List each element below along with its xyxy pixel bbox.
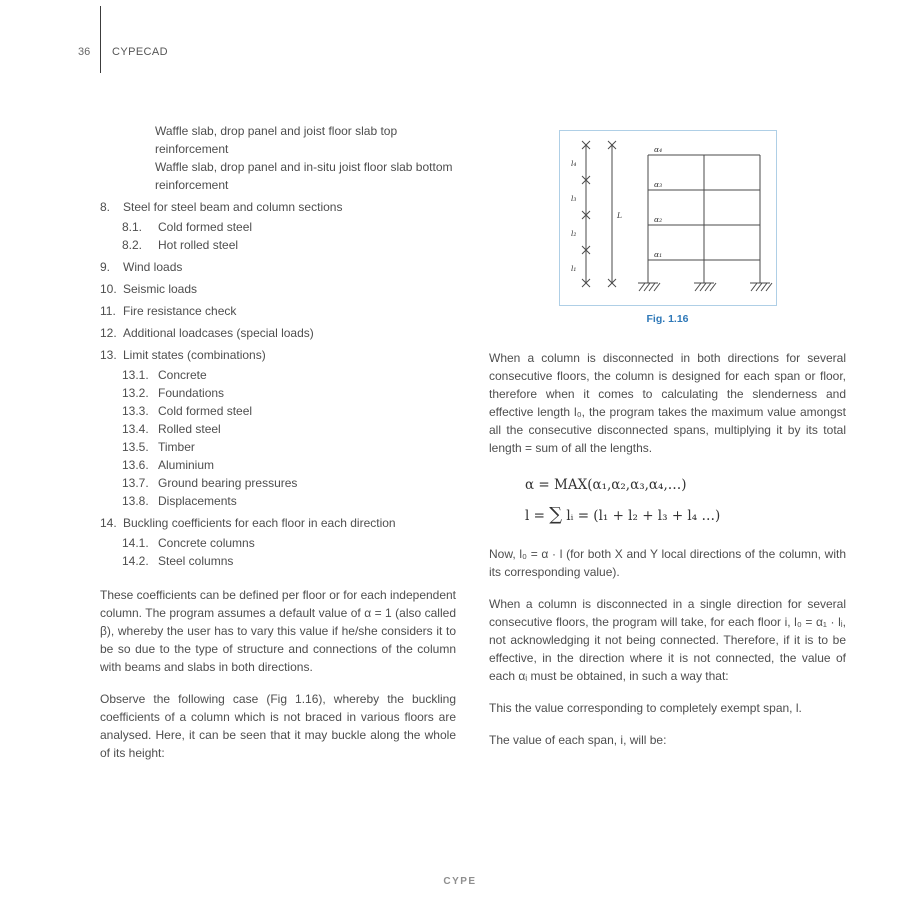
toc-item-number: 8. — [100, 200, 111, 214]
label-span-l3: l₃ — [570, 194, 576, 203]
toc-item-number: 13.6. — [122, 458, 149, 472]
formula-alpha-max: α = MAX(α₁,α₂,α₃,α₄,…) — [525, 477, 687, 493]
right-paragraph-exempt-span: This the value corresponding to completely exempt span, l. — [489, 701, 802, 715]
brand-name: CYPE — [443, 876, 477, 887]
toc-item-number: 13.4. — [122, 422, 149, 436]
toc-item-13-7 — [122, 474, 456, 492]
toc-item-13-6 — [122, 456, 456, 474]
toc-item-number: 9. — [100, 260, 111, 274]
sigma-symbol: ∑ — [549, 504, 563, 525]
label-alpha2: α₂ — [653, 215, 662, 224]
label-span-l2: l₂ — [570, 229, 576, 238]
toc-item-label: Rolled steel — [158, 422, 221, 436]
page-content — [100, 122, 846, 762]
right-paragraph-value-of-span: The value of each span, i, will be: — [489, 733, 667, 747]
toc-item-14-2 — [122, 552, 456, 570]
toc-item-label: Aluminium — [158, 458, 215, 472]
toc-item-number: 13.8. — [122, 494, 149, 508]
toc-subgroup-13 — [122, 366, 456, 510]
toc-item-13-4 — [122, 420, 456, 438]
toc-item-10 — [100, 280, 456, 298]
toc-item-13-1 — [122, 366, 456, 384]
toc-item-number: 13.5. — [122, 440, 149, 454]
left-paragraph-coefficients: These coefficients can be defined per floor or for each independent column. The program assumes a default value of α = 1 (also called β), whereby the user has to vary this value if he/she considers it to be so due to the type of structure and connections of the column with beams and slabs in both directions. — [100, 588, 457, 674]
toc-item-label: Ground bearing pressures — [158, 476, 298, 490]
label-total-length: L — [616, 211, 622, 220]
toc-item-13 — [100, 346, 456, 364]
toc-item-13-3 — [122, 402, 456, 420]
toc-item-13-5 — [122, 438, 456, 456]
toc-item-number: 13.3. — [122, 404, 149, 418]
right-paragraph-single-direction: When a column is disconnected in a single direction for several consecutive floors, the program will take, for each floor i, l₀ = α₁ · lᵢ, not acknowledging it not being connected. Therefore, if it is to be effective, in the direction where it is not connected, the value of each αᵢ must be obtained, in such a way that: — [489, 597, 846, 683]
figure-frame — [559, 130, 777, 306]
toc-item-number: 13.2. — [122, 386, 149, 400]
formula-length-sum-prefix: l = — [525, 508, 550, 524]
right-paragraph-both-directions: When a column is disconnected in both directions for several consecutive floors, the column is designed for each span or floor, therefore when it comes to calculating the slenderness and effective length l₀, the program takes the maximum value amongst all the consecutive disconnected spans, multiplying it by its total length = sum of all the lengths. — [489, 351, 846, 455]
toc-item-number: 11. — [100, 304, 116, 318]
column-buckling-diagram — [560, 131, 776, 305]
label-span-l4: l₄ — [570, 159, 576, 168]
toc-subgroup-14 — [122, 534, 456, 570]
toc-subgroup-8 — [122, 218, 456, 254]
toc-item-label: Cold formed steel — [158, 220, 253, 234]
formula-length-sum-terms: lᵢ = (l₁ + l₂ + l₃ + l₄ …) — [562, 508, 721, 524]
toc-item-label: Cold formed steel — [158, 404, 253, 418]
toc-item-label: Seismic loads — [123, 282, 198, 296]
toc-item-label: Hot rolled steel — [158, 238, 239, 252]
toc-item-11 — [100, 302, 456, 320]
ground-hatch — [638, 283, 772, 291]
diagram-lines — [582, 141, 760, 287]
toc-item-label: Steel for steel beam and column sections — [123, 200, 343, 214]
toc-item-number: 14.2. — [122, 554, 149, 568]
toc-item-label: Buckling coefficients for each floor in each direction — [123, 516, 396, 530]
toc-item-number: 13.1. — [122, 368, 149, 382]
toc-item-14-1 — [122, 534, 456, 552]
toc-item-label: Timber — [158, 440, 195, 454]
label-alpha3: α₃ — [653, 180, 662, 189]
toc-item-12 — [100, 324, 456, 342]
toc-item-number: 10. — [100, 282, 117, 296]
toc-item-number: 13.7. — [122, 476, 149, 490]
toc-item-label: Displacements — [158, 494, 237, 508]
toc-item-14 — [100, 514, 456, 532]
toc-item-8-1 — [122, 218, 456, 236]
label-alpha4: α₄ — [653, 145, 662, 154]
figure-1-16 — [559, 130, 777, 325]
toc-item-label: Wind loads — [123, 260, 183, 274]
toc-item-label: Fire resistance check — [123, 304, 237, 318]
toc-item-label: Concrete — [158, 368, 207, 382]
formula-block — [489, 471, 846, 531]
page-number: 36 — [78, 46, 91, 58]
right-column — [489, 122, 846, 762]
toc-item-number: 8.1. — [122, 220, 143, 234]
toc-item-label: Foundations — [158, 386, 225, 400]
figure-caption: Fig. 1.16 — [646, 313, 689, 325]
toc-item-13-2 — [122, 384, 456, 402]
toc-item-number: 13. — [100, 348, 117, 362]
toc-item-number: 14. — [100, 516, 117, 530]
toc-item-number: 8.2. — [122, 238, 143, 252]
toc-item-label: Steel columns — [158, 554, 234, 568]
left-paragraph-observe: Observe the following case (Fig 1.16), whereby the buckling coefficients of a column which is not braced in various floors are analysed. Here, it can be seen that it may buckle along the whole of its height: — [100, 692, 456, 760]
page-footer — [0, 876, 920, 887]
toc-item-8-2 — [122, 236, 456, 254]
toc-item-9 — [100, 258, 456, 276]
toc-item-label: Additional loadcases (special loads) — [123, 326, 314, 340]
toc-hanging-item: Waffle slab, drop panel and joist floor slab top reinforcement — [155, 124, 398, 156]
header-divider — [100, 6, 101, 73]
right-paragraph-now-l0: Now, l₀ = α · l (for both X and Y local directions of the column, with its corresponding value). — [489, 547, 846, 579]
label-alpha1: α₁ — [653, 250, 662, 259]
header-title: CYPECAD — [112, 46, 168, 58]
label-span-l1: l₁ — [570, 264, 576, 273]
toc-item-number: 12. — [100, 326, 117, 340]
toc-item-8 — [100, 198, 456, 216]
toc-item-label: Concrete columns — [158, 536, 255, 550]
toc-hanging-item: Waffle slab, drop panel and in-situ joist floor slab bottom reinforcement — [155, 160, 453, 192]
toc-item-number: 14.1. — [122, 536, 149, 550]
left-column — [100, 122, 456, 762]
toc-item-13-8 — [122, 492, 456, 510]
formula-length-sum — [525, 500, 846, 531]
toc-item-label: Limit states (combinations) — [123, 348, 266, 362]
